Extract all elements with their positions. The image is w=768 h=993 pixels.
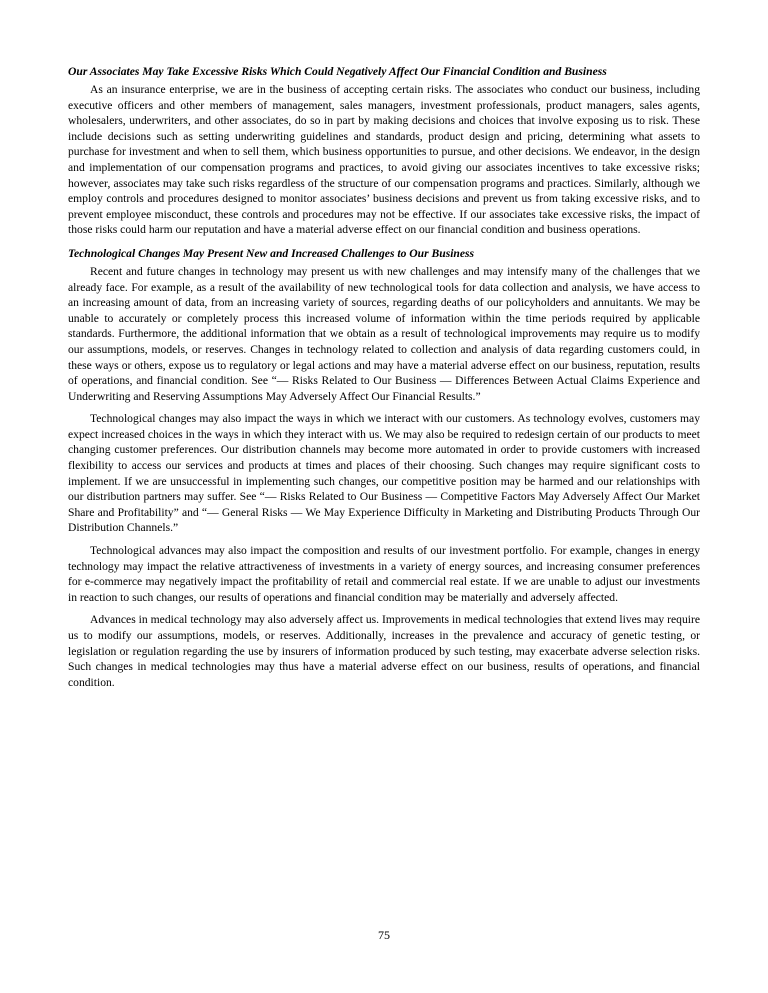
page-number: 75	[378, 928, 390, 942]
paragraph: Technological changes may also impact the ways in which we interact with our customers. As technology evolves, customers may expect increased choices in the ways in which they interact with us. We may also be required to redesign certain of our products to meet changing customer preferences. Our distribution channels may become more automated in order to provide customers with increased flexibility to access our services and products at times and places of their choosing. Such changes may require significant costs to implement. If we are unsuccessful in implementing such changes, our competitive position may be harmed and our relationships with our distribution partners may suffer. See “— Risks Related to Our Business — Competitive Factors May Adversely Affect Our Market Share and Profitability” and “— General Risks — We May Experience Difficulty in Marketing and Distributing Products Through Our Distribution Channels.”	[68, 412, 700, 535]
section-heading: Our Associates May Take Excessive Risks Which Could Negatively Affect Our Financial Condition and Business	[68, 65, 607, 78]
paragraph: Recent and future changes in technology may present us with new challenges and may intensify many of the challenges that we already face. For example, as a result of the availability of new technological tools for data collection and analysis, we have access to an increasing amount of data, from an increasing variety of sources, regarding deaths of our policyholders and annuitants. We may be unable to accurately or completely process this increased volume of information within the time periods required by applicable standards. Furthermore, the additional information that we obtain as a result of technological improvements may require us to modify our assumptions, models, or reserves. Changes in technology related to collection and analysis of data regarding customers could, in these ways or others, expose us to regulatory or legal actions and may have a material adverse effect on our business, reputation, results of operations, and financial condition. See “— Risks Related to Our Business — Differences Between Actual Claims Experience and Underwriting and Reserving Assumptions May Adversely Affect Our Financial Results.”	[68, 264, 700, 403]
section-associates-risk	[68, 63, 700, 238]
paragraph: As an insurance enterprise, we are in the business of accepting certain risks. The associates who conduct our business, including executive officers and other members of management, sales managers, investment professionals, product managers, sales agents, wholesalers, underwriters, and other associates, do so in part by making decisions and choices that involve exposing us to risk. These include decisions such as setting underwriting guidelines and standards, product design and pricing, determining what assets to purchase for investment and when to sell them, which business opportunities to pursue, and other decisions. We endeavor, in the design and implementation of our compensation programs and practices, to avoid giving our associates incentives to take excessive risks; however, associates may take such risks regardless of the structure of our compensation programs and practices. Similarly, although we employ controls and procedures designed to monitor associates’ business decisions and prevent us from taking excessive risks, and to prevent employee misconduct, these controls and procedures may not be effective. If our associates take excessive risks, the impact of those risks could harm our reputation and have a material adverse effect on our financial condition and business operations.	[68, 83, 700, 237]
section-heading: Technological Changes May Present New and Increased Challenges to Our Business	[68, 246, 475, 260]
paragraph: Technological advances may also impact the composition and results of our investment portfolio. For example, changes in energy technology may impact the relative attractiveness of investments in a variety of energy sources, and increasing consumer preferences for e-commerce may negatively impact the profitability of retail and commercial real estate. If we are unable to adjust our investments in reaction to such changes, our results of operations and financial condition may be materially and adversely affected.	[68, 544, 700, 604]
section-technological-changes	[68, 245, 700, 690]
document-page	[68, 63, 700, 697]
paragraph: Advances in medical technology may also adversely affect us. Improvements in medical technologies that extend lives may require us to modify our assumptions, models, or reserves. Additionally, increases in the prevalence and accuracy of genetic testing, or legislation or regulation regarding the use by insurers of information produced by such testing, may exacerbate adverse selection risks. Such changes in medical technologies may thus have a material adverse effect on our business, results of operations, and financial condition.	[68, 613, 700, 689]
